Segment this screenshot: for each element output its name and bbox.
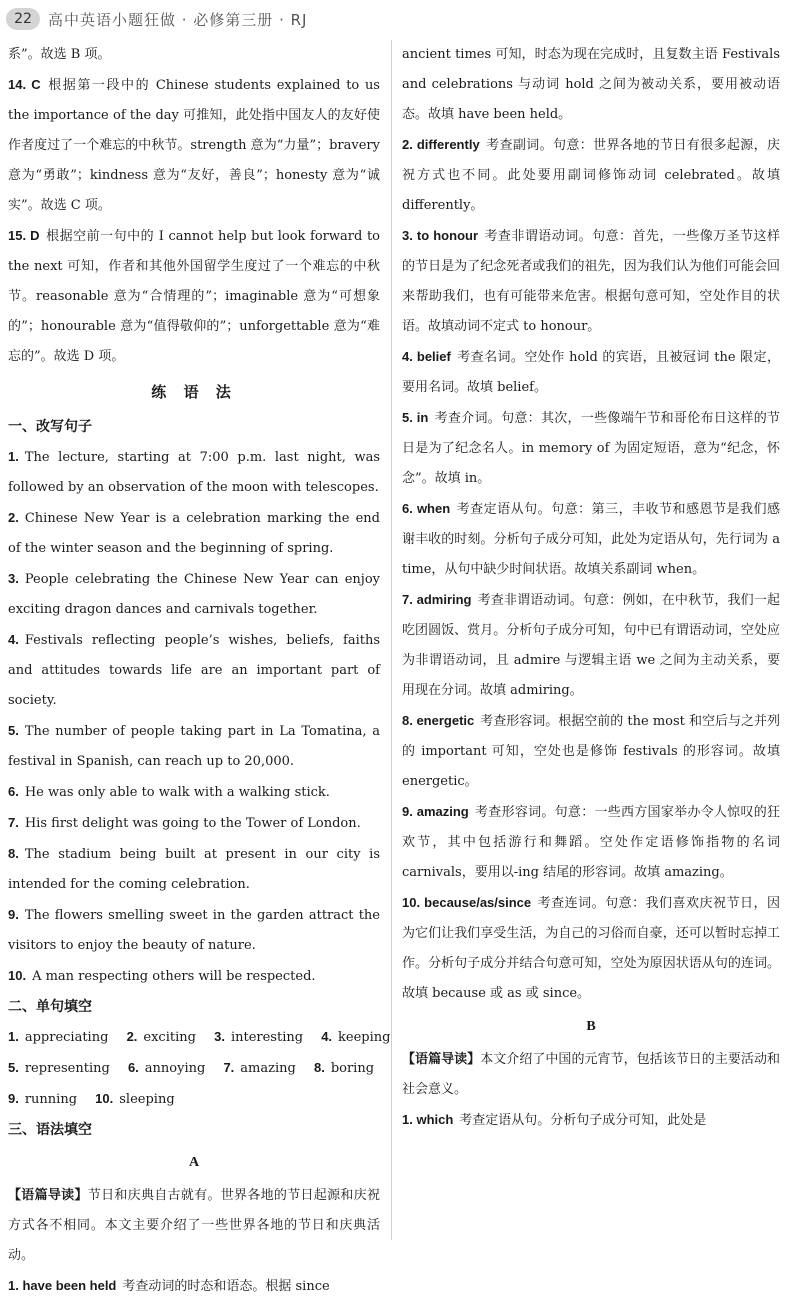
grammar-section-title: 练 语 法 xyxy=(151,383,237,401)
rewrite-item: 9. The flowers smelling sweet in the garden attract the visitors to enjoy the beauty of nature. xyxy=(8,907,380,953)
answer-14 xyxy=(8,70,380,221)
answer-item: 10. because/as/since 考查连词。句意：我们喜欢庆祝节日，因为它们让我们享受生活，为自己的习俗而自豪，还可以暂时忘掉工作。分析句子成分并结合句意可知，空处为原因状语从句的连词。故填 because 或 as 或 since。 xyxy=(402,895,780,1001)
answer-item: 7. admiring 考查非谓语动词。句意：例如，在中秋节，我们一起吃团圆饭、赏月。分析句子成分可知，句中已有谓语动词，空处应为非谓语动词，且 admire 与逻辑主语 we 之间为主动关系，要用现在分词。故填 admiring。 xyxy=(402,592,780,698)
part-a-title: A xyxy=(188,1155,200,1170)
rewrite-item: 2. Chinese New Year is a celebration marking the end of the winter season and the beginning of spring. xyxy=(8,510,380,556)
rewrite-item: 3. People celebrating the Chinese New Year can enjoy exciting dragon dances and carnivals together. xyxy=(8,571,380,617)
answer-item: 3. to honour 考查非谓语动词。句意：首先，一些像万圣节这样的节日是为了纪念死者或我们的祖先，因为我们认为他们可能会回来帮助我们，也有可能带来危害。根据句意可知，空处作目的状语。故填动词不定式 to honour。 xyxy=(402,228,780,334)
column-divider xyxy=(391,40,392,1240)
page-number: 22 xyxy=(6,8,40,30)
answer-b1: 1. which 考查定语从句。分析句子成分可知，此处是 xyxy=(402,1112,707,1128)
guide-a xyxy=(8,1181,380,1271)
answer-item: 2. differently 考查副词。句意：世界各地的节日有很多起源，庆祝方式也不同。此处要用副词修饰动词 celebrated。故填 differently。 xyxy=(402,137,780,213)
answer-15 xyxy=(8,221,380,372)
guide-b-label: 【语篇导读】 xyxy=(402,1052,481,1067)
fill-row: 9. running 10. sleeping xyxy=(8,1091,175,1107)
part-b-title: B xyxy=(586,1019,596,1034)
fill-row: 5. representing 6. annoying 7. amazing 8. boring xyxy=(8,1060,375,1076)
book-title: 高中英语小题狂做 · 必修第三册 · RJ xyxy=(48,11,308,29)
answer-a1: 1. have been held 考查动词的时态和语态。根据 since xyxy=(8,1278,330,1294)
answer-14-text: 根据第一段中的 Chinese students explained to us the importance of the day 可推知，此处指中国友人的友好使作者度过了一个难忘的中秋节。strength 意为“力量”；bravery 意为“勇敢”；kindness 意为“友好，善良”；honesty 意为“诚实”。故选 C 项。 xyxy=(8,78,380,213)
page-header xyxy=(0,0,790,40)
guide-b xyxy=(402,1045,780,1105)
answer-item: 4. belief 考查名词。空处作 hold 的宾语，且被冠词 the 限定，要用名词。故填 belief。 xyxy=(402,349,780,395)
answer-14-key: 14. C xyxy=(8,77,41,92)
rewrite-item: 1. The lecture, starting at 7:00 p.m. last night, was followed by an observation of the moon with telescopes. xyxy=(8,449,380,495)
answer-15-key: 15. D xyxy=(8,228,40,243)
rewrite-item: 7. His first delight was going to the Tower of London. xyxy=(8,815,361,831)
fill-section-title: 二、单句填空 xyxy=(8,999,92,1015)
rewrite-item: 6. He was only able to walk with a walking stick. xyxy=(8,784,330,800)
left-column xyxy=(8,40,391,1302)
answer-15-text: 根据空前一句中的 I cannot help but look forward to the next 可知，作者和其他外国留学生度过了一个难忘的中秋节。reasonable 意为“合情理的”；imaginable 意为“可想象的”；honourable 意为“值得敬仰的”；unforgettable 意为“难忘的”。故选 D 项。 xyxy=(8,229,380,364)
right-column xyxy=(402,40,780,1136)
guide-b-text: 本文介绍了中国的元宵节，包括该节日的主要活动和社会意义。 xyxy=(402,1052,780,1097)
rewrite-item: 8. The stadium being built at present in our city is intended for the coming celebration. xyxy=(8,846,380,892)
cloze-section-title: 三、语法填空 xyxy=(8,1122,92,1138)
guide-a-label: 【语篇导读】 xyxy=(8,1188,88,1203)
answer-item: 8. energetic 考查形容词。根据空前的 the most 和空后与之并列的 important 可知，空处也是修饰 festivals 的形容词。故填 energetic。 xyxy=(402,713,781,789)
rewrite-item: 5. The number of people taking part in La Tomatina, a festival in Spanish, can reach up to 20,000. xyxy=(8,723,380,769)
answer-a1-continued: ancient times 可知，时态为现在完成时，且复数主语 Festivals and celebrations 与动词 hold 之间为被动关系，要用被动语态。故填 have been held。 xyxy=(402,47,780,122)
continued-line: 系”。故选 B 项。 xyxy=(8,47,111,62)
answer-item: 5. in 考查介词。句意：其次，一些像端午节和哥伦布日这样的节日是为了纪念名人。in memory of 为固定短语，意为“纪念，怀念”。故填 in。 xyxy=(402,410,780,486)
rewrite-item: 10. A man respecting others will be respected. xyxy=(8,968,316,984)
fill-row: 1. appreciating 2. exciting 3. interesting 4. keeping xyxy=(8,1029,391,1045)
rewrite-section-title: 一、改写句子 xyxy=(8,419,92,435)
answer-item: 6. when 考查定语从句。句意：第三，丰收节和感恩节是我们感谢丰收的时刻。分析句子成分可知，此处为定语从句，先行词为 a time，从句中缺少时间状语。故填关系副词 when。 xyxy=(402,501,780,577)
guide-a-text: 节日和庆典自古就有。世界各地的节日起源和庆祝方式各不相同。本文主要介绍了一些世界各地的节日和庆典活动。 xyxy=(8,1188,380,1263)
rewrite-item: 4. Festivals reflecting people’s wishes, beliefs, faiths and attitudes towards life are an important part of society. xyxy=(8,632,380,708)
answer-item: 9. amazing 考查形容词。句意：一些西方国家举办令人惊叹的狂欢节，其中包括游行和舞蹈。空处作定语修饰指物的名词 carnivals，要用以-ing 结尾的形容词。故填 amazing。 xyxy=(402,804,780,880)
